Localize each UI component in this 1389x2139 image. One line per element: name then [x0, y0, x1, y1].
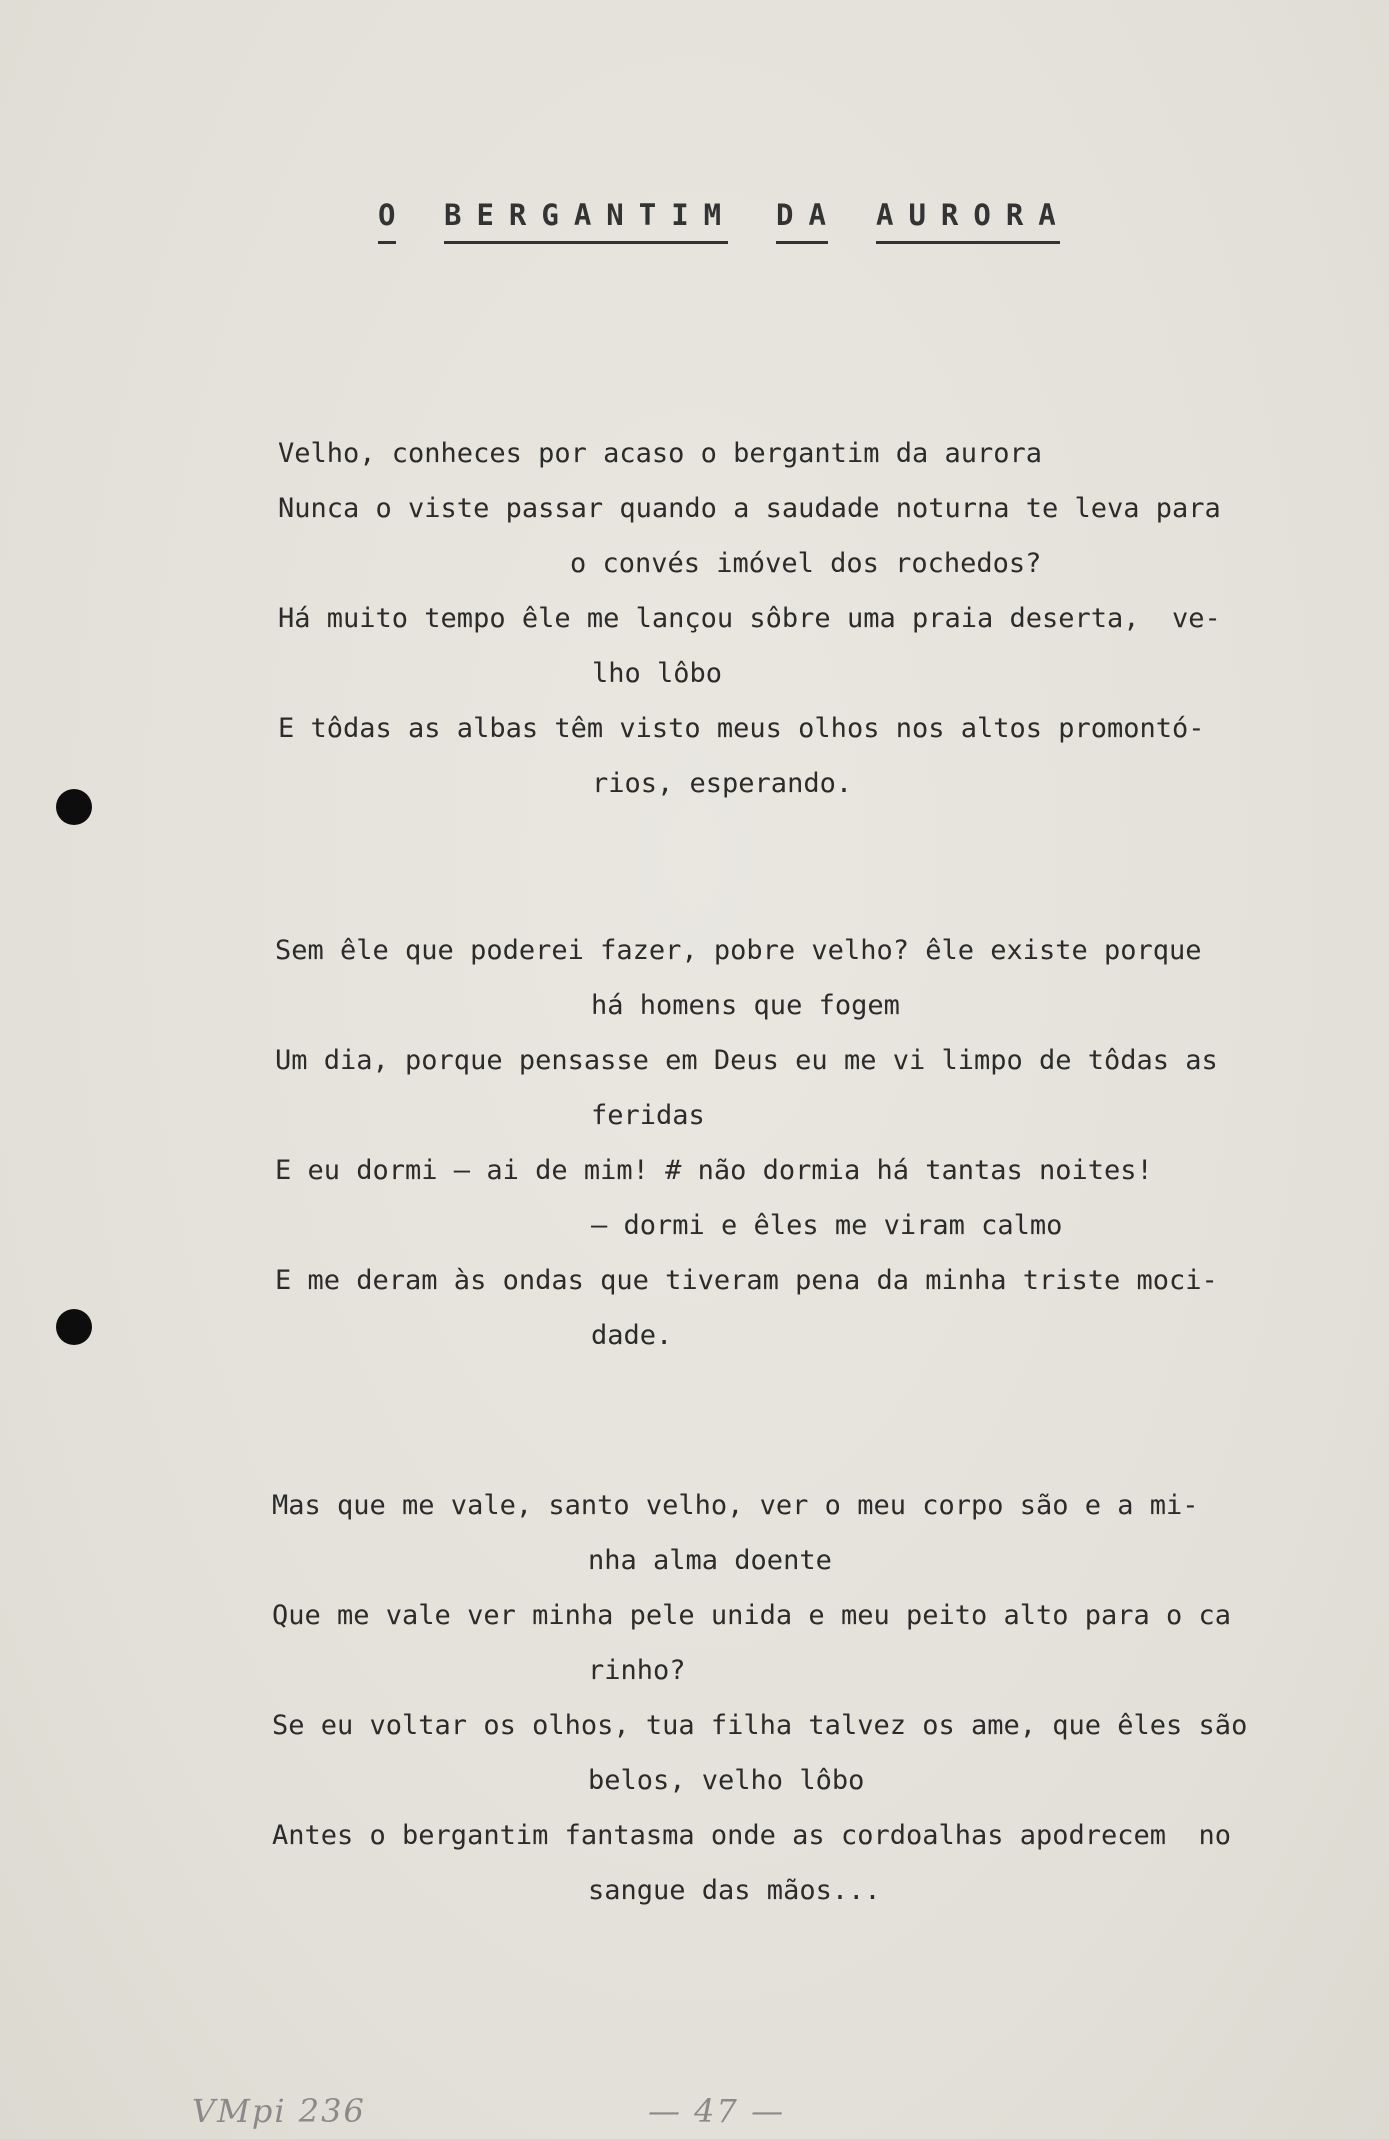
poem-line: Antes o bergantim fantasma onde as cordoalhas apodrecem no — [272, 1820, 1232, 1851]
poem-line: Há muito tempo êle me lançou sôbre uma praia deserta, ve- — [278, 603, 1221, 634]
title-word-da: DA — [776, 198, 841, 232]
poem-line-continuation: lho lôbo — [592, 658, 723, 689]
title-underline-o — [378, 241, 396, 244]
poem-line-continuation: sangue das mãos... — [588, 1875, 881, 1906]
title-underline-bergantim — [444, 241, 728, 244]
poem-line-continuation: dade. — [591, 1320, 673, 1351]
poem-line: Velho, conheces por acaso o bergantim da aurora — [278, 438, 1043, 469]
poem-line-continuation: há homens que fogem — [591, 990, 900, 1021]
poem-line: Um dia, porque pensasse em Deus eu me vi limpo de tôdas as — [275, 1045, 1218, 1076]
poem-line: Que me vale ver minha pele unida e meu peito alto para o ca — [272, 1600, 1232, 1631]
poem-line-continuation: — dormi e êles me viram calmo — [591, 1210, 1063, 1241]
poem-line-continuation: feridas — [591, 1100, 705, 1131]
title-underline-da — [776, 241, 828, 244]
poem-line: E tôdas as albas têm visto meus olhos nos altos promontó- — [278, 713, 1205, 744]
page-number-note: — 47 — — [648, 2092, 786, 2130]
poem-line: E eu dormi — ai de mim! # não dormia há tantas noites! — [275, 1155, 1153, 1186]
poem-line: Nunca o viste passar quando a saudade noturna te leva para — [278, 493, 1221, 524]
poem-line: Sem êle que poderei fazer, pobre velho? êle existe porque — [275, 935, 1202, 966]
poem-line: Se eu voltar os olhos, tua filha talvez os ame, que êles são — [272, 1710, 1248, 1741]
punch-hole-upper — [56, 789, 92, 825]
title-word-o: O — [378, 198, 411, 232]
poem-line-continuation: belos, velho lôbo — [588, 1765, 865, 1796]
title-underline-aurora — [876, 241, 1060, 244]
poem-line-continuation: nha alma doente — [588, 1545, 832, 1576]
poem-line: Mas que me vale, santo velho, ver o meu corpo são e a mi- — [272, 1490, 1199, 1521]
title-word-aurora: AURORA — [876, 198, 1071, 232]
poem-line: E me deram às ondas que tiveram pena da minha triste moci- — [275, 1265, 1218, 1296]
poem-line-continuation: rinho? — [588, 1655, 686, 1686]
poem-line-continuation: rios, esperando. — [592, 768, 853, 799]
title-word-bergantim: BERGANTIM — [444, 198, 737, 232]
archive-reference-note: VMpi 236 — [192, 2092, 366, 2130]
punch-hole-lower — [56, 1309, 92, 1345]
poem-line-continuation: o convés imóvel dos rochedos? — [570, 548, 1042, 579]
